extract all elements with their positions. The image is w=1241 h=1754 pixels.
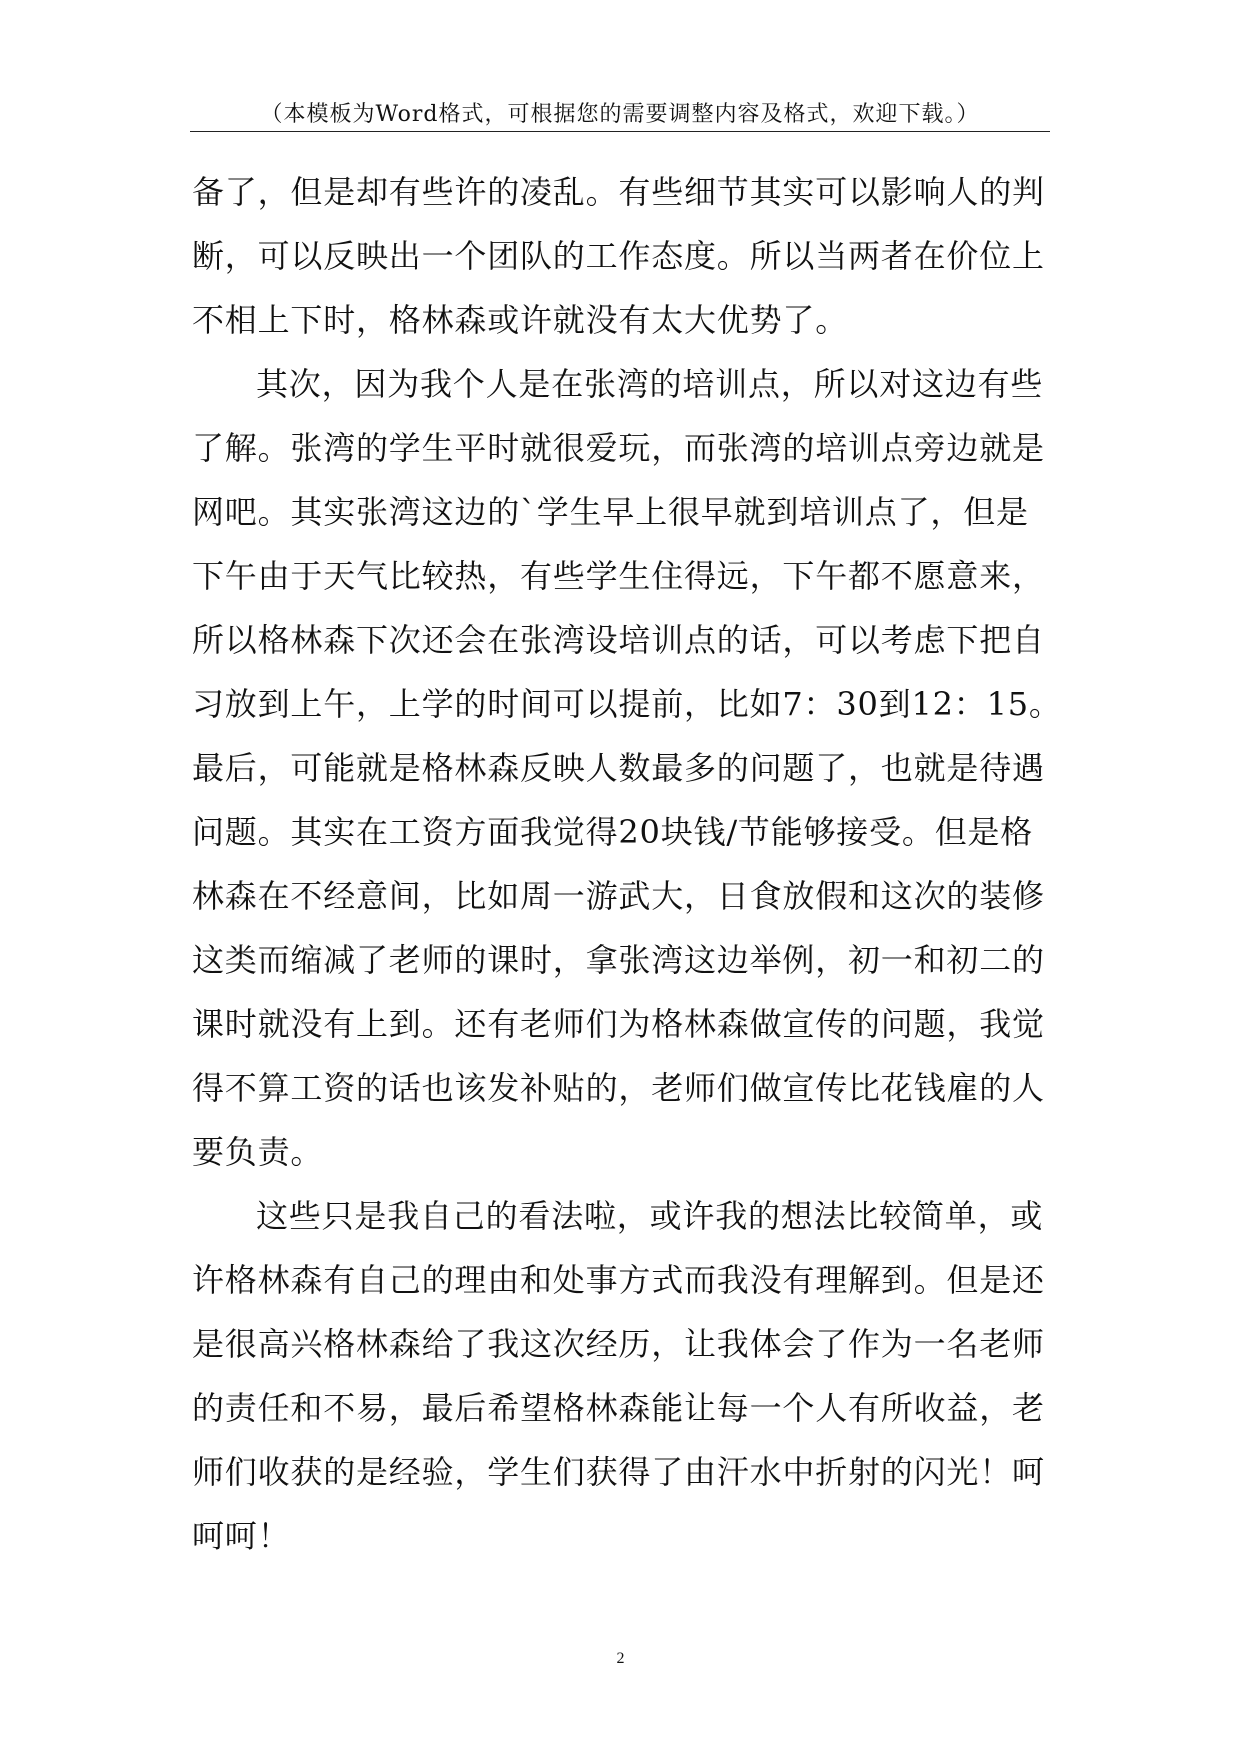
text-line: 课时就没有上到。还有老师们为格林森做宣传的问题，我觉 bbox=[192, 1005, 1045, 1043]
text-line: 师们收获的是经验，学生们获得了由汗水中折射的闪光！呵 bbox=[192, 1453, 1045, 1491]
page-number: 2 bbox=[616, 1650, 625, 1667]
text-line: 的责任和不易，最后希望格林森能让每一个人有所收益，老 bbox=[192, 1389, 1045, 1427]
text-line: 得不算工资的话也该发补贴的，老师们做宣传比花钱雇的人 bbox=[192, 1069, 1045, 1107]
text-line: 这类而缩减了老师的课时，拿张湾这边举例，初一和初二的 bbox=[192, 941, 1045, 979]
text-line: 习放到上午，上学的时间可以提前，比如7：30到12：15。 bbox=[192, 685, 1062, 723]
text-line: 最后，可能就是格林森反映人数最多的问题了，也就是待遇 bbox=[192, 749, 1045, 787]
text-line: 了解。张湾的学生平时就很爱玩，而张湾的培训点旁边就是 bbox=[192, 429, 1045, 467]
paragraph-start-line: 这些只是我自己的看法啦，或许我的想法比较简单，或 bbox=[256, 1197, 1044, 1235]
text-line: 所以格林森下次还会在张湾设培训点的话，可以考虑下把自 bbox=[192, 621, 1045, 659]
paragraph-start-line: 其次，因为我个人是在张湾的培训点，所以对这边有些 bbox=[256, 365, 1044, 403]
text-line: 呵呵！ bbox=[192, 1517, 291, 1555]
text-line: 许格林森有自己的理由和处事方式而我没有理解到。但是还 bbox=[192, 1261, 1045, 1299]
text-line: 林森在不经意间，比如周一游武大，日食放假和这次的装修 bbox=[192, 877, 1045, 915]
text-line: 是很高兴格林森给了我这次经历，让我体会了作为一名老师 bbox=[192, 1325, 1045, 1363]
text-line: 下午由于天气比较热，有些学生住得远，下午都不愿意来， bbox=[192, 557, 1045, 595]
text-line: 不相上下时，格林森或许就没有太大优势了。 bbox=[192, 301, 849, 339]
text-line: 网吧。其实张湾这边的`学生早上很早就到培训点了，但是 bbox=[192, 493, 1029, 531]
text-line: 问题。其实在工资方面我觉得20块钱/节能够接受。但是格 bbox=[192, 813, 1034, 851]
text-line: 断，可以反映出一个团队的工作态度。所以当两者在价位上 bbox=[192, 237, 1045, 275]
header-divider bbox=[190, 131, 1050, 132]
text-line: 要负责。 bbox=[192, 1133, 324, 1171]
text-line: 备了，但是却有些许的凌乱。有些细节其实可以影响人的判 bbox=[192, 173, 1045, 211]
template-header-note: （本模板为Word格式，可根据您的需要调整内容及格式，欢迎下载。） bbox=[260, 102, 980, 127]
body-text bbox=[192, 160, 1062, 1568]
